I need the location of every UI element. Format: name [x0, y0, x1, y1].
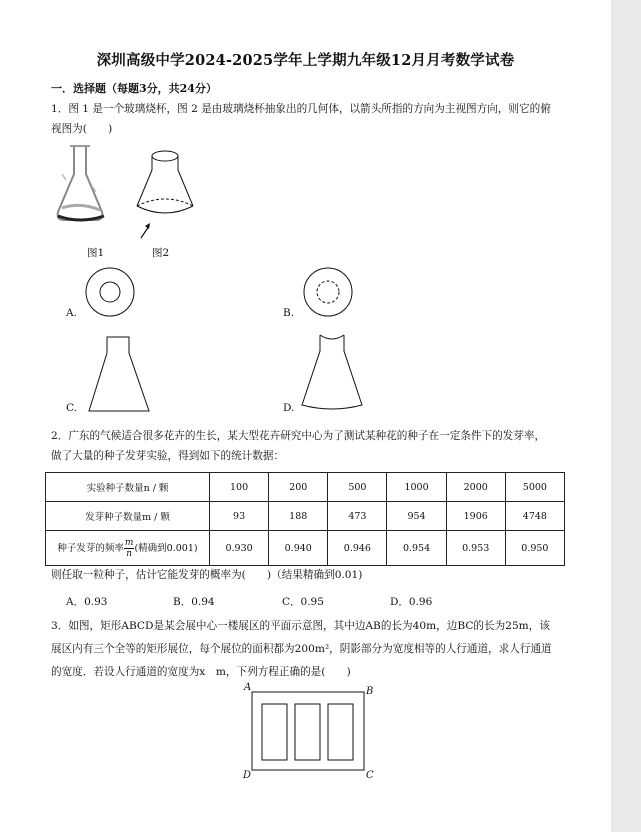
- table-cell: 1906: [446, 502, 505, 531]
- fraction-numerator: m: [124, 537, 134, 548]
- table-cell: 5000: [505, 473, 564, 502]
- q2-option-a: A．0.93: [66, 596, 108, 608]
- frequency-label-pre: 种子发芽的频率: [57, 542, 124, 554]
- fraction-m-over-n: [124, 538, 135, 559]
- q2-question: 则任取一粒种子，估计它能发芽的概率为( )（结果精确到0.01): [51, 569, 363, 581]
- germination-table: [45, 472, 565, 566]
- table-cell: 4748: [505, 502, 564, 531]
- table-cell: 188: [269, 502, 328, 531]
- q3-text: [51, 615, 581, 684]
- row-header-germinated: 发芽种子数量m / 颗: [46, 502, 210, 531]
- q3-exhibition-figure: [242, 682, 382, 782]
- table-row: [46, 473, 565, 502]
- table-cell: 473: [328, 502, 387, 531]
- table-cell: 0.953: [446, 531, 505, 566]
- vertex-b-label: B: [366, 686, 374, 697]
- row-header-frequency: [46, 531, 210, 566]
- table-cell: 100: [210, 473, 269, 502]
- option-b-label: B.: [283, 307, 295, 319]
- q2-option-c: C．0.95: [282, 596, 324, 608]
- q2-option-b: B．0.94: [173, 596, 215, 608]
- right-gutter: [611, 0, 641, 832]
- table-cell: 0.950: [505, 531, 564, 566]
- table-cell: 954: [387, 502, 446, 531]
- q2-line1: 2．广东的气候适合很多花卉的生长，某大型花卉研究中心为了测试某种花的种子在一定条件下的发芽率，: [51, 430, 546, 442]
- vertex-c-label: C: [366, 770, 374, 781]
- exam-title: 深圳高级中学2024-2025学年上学期九年级12月月考数学试卷: [96, 52, 515, 69]
- q1-line2: 视图为( ): [51, 123, 113, 135]
- table-cell: 500: [328, 473, 387, 502]
- table-row: [46, 531, 565, 566]
- option-d-label: D.: [283, 402, 295, 414]
- table-cell: 0.930: [210, 531, 269, 566]
- table-row: [46, 502, 565, 531]
- option-a-label: A.: [66, 307, 77, 319]
- q2-option-d: D．0.96: [390, 596, 433, 608]
- option-a-figure: [84, 266, 136, 318]
- q3-line1: 3．如图，矩形ABCD是某会展中心一楼展区的平面示意图，其中边AB的长为40m，边BC的长为25m，该: [51, 620, 550, 632]
- q1-line1: 1．图 1 是一个玻璃烧杯，图 2 是由玻璃烧杯抽象出的几何体，以箭头所指的方向为主视图方向，则它的俯: [51, 103, 551, 115]
- vertex-a-label: A: [244, 682, 252, 693]
- q2-text: [51, 426, 581, 466]
- q3-line3: 的宽度．若设人行通道的宽度为x m，下列方程正确的是( ): [51, 666, 351, 678]
- q2-line2: 做了大量的种子发芽实验，得到如下的统计数据：: [51, 450, 285, 462]
- section-heading: 一．选择题（每题3分，共24分）: [51, 82, 217, 95]
- table-cell: 2000: [446, 473, 505, 502]
- option-c-label: C.: [66, 402, 77, 414]
- option-d-figure: [300, 333, 370, 413]
- option-c-figure: [87, 335, 167, 415]
- table-cell: 0.946: [328, 531, 387, 566]
- option-b-figure: [302, 266, 354, 318]
- figure-1-caption: 图1: [87, 247, 105, 259]
- q3-line2: 展区内有三个全等的矩形展位，每个展位的面积都为200m²，阴影部分为宽度相等的人行通道，求人行通道: [51, 643, 552, 655]
- q1-text: [51, 99, 571, 139]
- vertex-d-label: D: [243, 770, 252, 781]
- table-cell: 200: [269, 473, 328, 502]
- table-cell: 93: [210, 502, 269, 531]
- figure-1-beaker: [52, 144, 112, 234]
- frequency-label-post: (精确到0.001): [134, 542, 198, 554]
- figure-2-frustum: [135, 148, 205, 243]
- row-header-seeds: 实验种子数量n / 颗: [46, 473, 210, 502]
- table-cell: 0.954: [387, 531, 446, 566]
- table-cell: 0.940: [269, 531, 328, 566]
- fraction-denominator: n: [126, 548, 133, 559]
- table-cell: 1000: [387, 473, 446, 502]
- figure-2-caption: 图2: [152, 247, 170, 259]
